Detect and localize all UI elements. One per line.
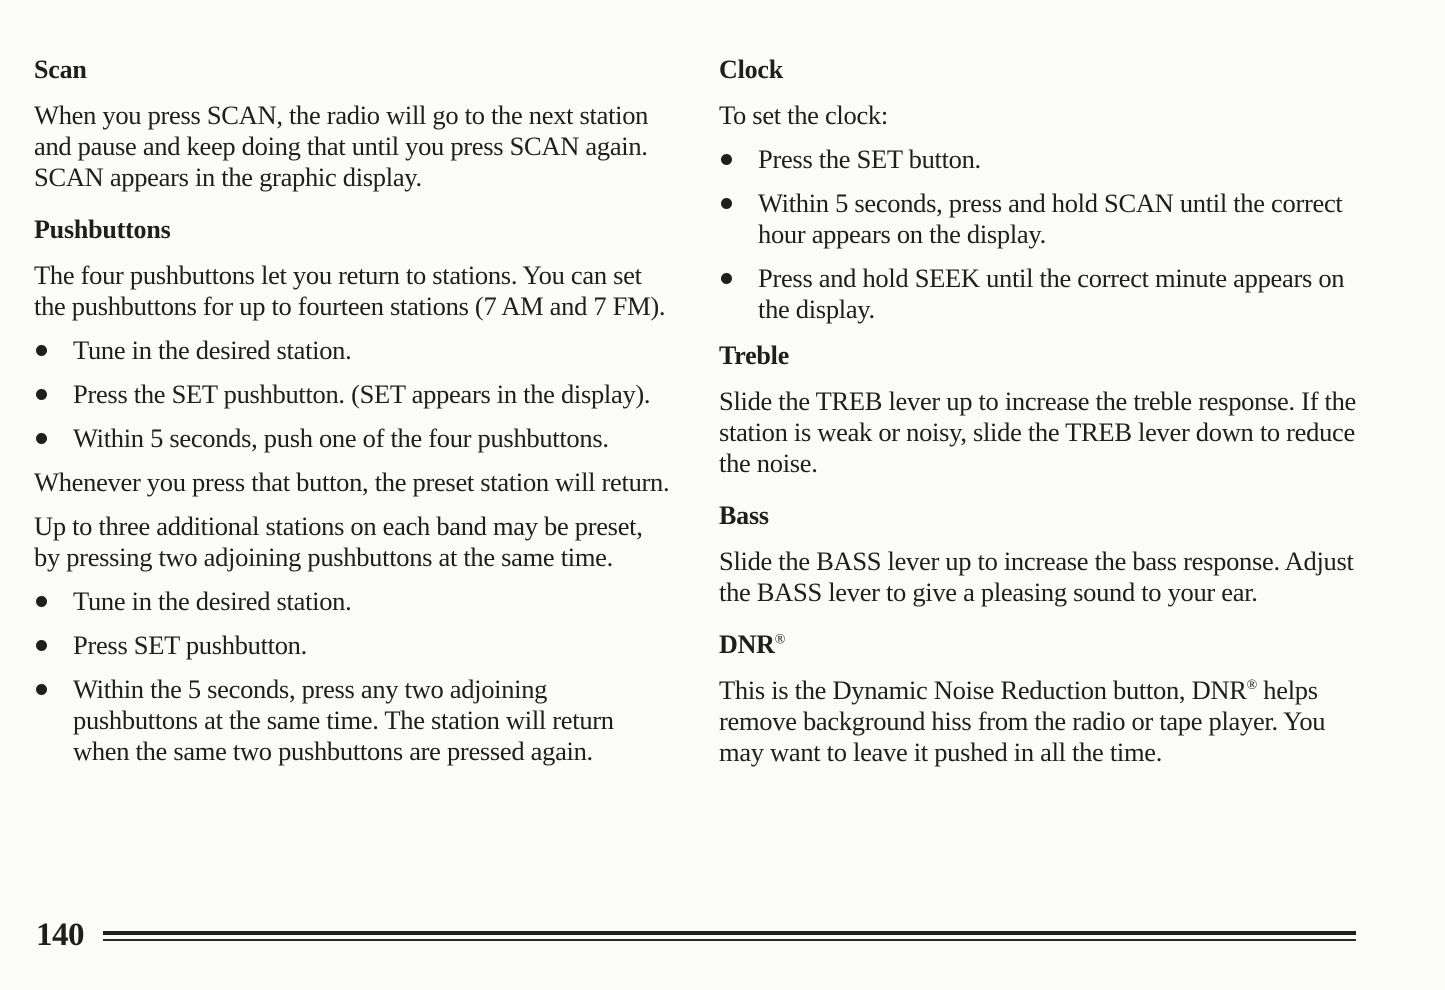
clock-intro: To set the clock:: [719, 100, 888, 130]
clock-section: [719, 52, 1359, 325]
pushbuttons-section: [34, 212, 674, 767]
footer-rule: [103, 931, 1356, 935]
bullet-icon: [721, 273, 732, 284]
treble-section: [719, 338, 1359, 479]
page-number: 140: [36, 917, 84, 953]
scan-heading: Scan: [34, 55, 87, 84]
clock-heading: Clock: [719, 55, 784, 84]
treble-heading: Treble: [719, 341, 790, 370]
bass-heading: Bass: [719, 501, 769, 530]
scan-section: [34, 52, 674, 193]
bullet-icon: [36, 433, 47, 444]
pushbuttons-additional-steps: [34, 586, 674, 767]
list-item: Press and hold SEEK until the correct minute appears on the display.: [719, 263, 1359, 325]
list-item: Tune in the desired station.: [34, 335, 674, 366]
registered-mark: ®: [1246, 678, 1257, 694]
bass-section: [719, 498, 1359, 608]
bullet-icon: [36, 640, 47, 651]
bullet-icon: [36, 345, 47, 356]
registered-mark: ®: [774, 632, 786, 648]
list-item: Within 5 seconds, press and hold SCAN until the correct hour appears on the display.: [719, 188, 1359, 250]
dnr-section: [719, 627, 1359, 768]
pushbuttons-steps: [34, 335, 674, 454]
pushbuttons-heading: Pushbuttons: [34, 215, 171, 244]
pushbuttons-additional: Up to three additional stations on each band may be preset, by pressing two adjoining pushbuttons at the same time.: [34, 511, 643, 572]
bullet-icon: [36, 389, 47, 400]
dnr-heading: DNR®: [719, 630, 786, 659]
list-item: Press SET pushbutton.: [34, 630, 674, 661]
list-item: Tune in the desired station.: [34, 586, 674, 617]
pushbuttons-intro: The four pushbuttons let you return to stations. You can set the pushbuttons for up to fourteen stations (7 AM and 7 FM).: [34, 260, 666, 321]
bullet-icon: [36, 684, 47, 695]
bass-text: Slide the BASS lever up to increase the bass response. Adjust the BASS lever to give a pleasing sound to your ear.: [719, 546, 1354, 607]
bullet-icon: [36, 596, 47, 607]
left-column: [34, 52, 674, 780]
list-item: Within 5 seconds, push one of the four pushbuttons.: [34, 423, 674, 454]
footer-rule-thin: [103, 939, 1356, 941]
list-item: Within the 5 seconds, press any two adjoining pushbuttons at the same time. The station will return when the same two pushbuttons are pressed again.: [34, 674, 674, 767]
treble-text: Slide the TREB lever up to increase the treble response. If the station is weak or noisy, slide the TREB lever down to reduce the noise.: [719, 386, 1357, 478]
right-column: [719, 52, 1359, 781]
clock-steps: [719, 144, 1359, 325]
scan-text: When you press SCAN, the radio will go to the next station and pause and keep doing that until you press SCAN again. SCAN appears in the graphic display.: [34, 100, 649, 192]
bullet-icon: [721, 198, 732, 209]
bullet-icon: [721, 154, 732, 165]
pushbuttons-after-steps: Whenever you press that button, the preset station will return.: [34, 467, 670, 497]
dnr-text: This is the Dynamic Noise Reduction button, DNR® helps remove background hiss from the radio or tape player. You may want to leave it pushed in all the time.: [719, 675, 1326, 767]
page-footer: [36, 915, 1356, 955]
list-item: Press the SET button.: [719, 144, 1359, 175]
list-item: Press the SET pushbutton. (SET appears in the display).: [34, 379, 674, 410]
